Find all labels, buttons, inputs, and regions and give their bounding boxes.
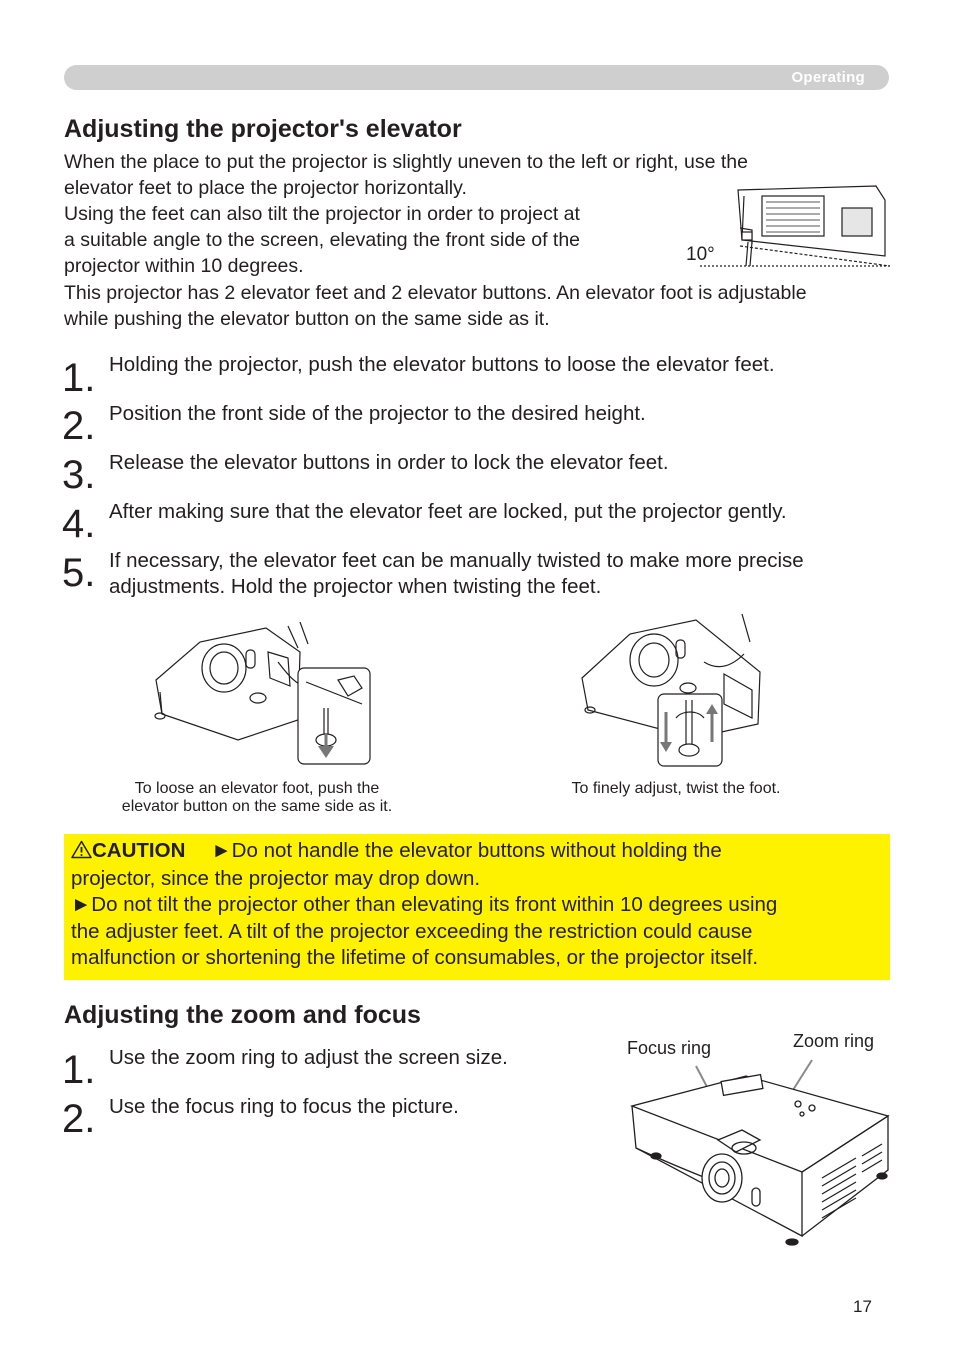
section-label: Operating xyxy=(791,69,865,86)
elevator-section-title: Adjusting the projector's elevator xyxy=(64,115,462,143)
step-number: 5. xyxy=(62,551,96,595)
caution-line: malfunction or shortening the lifetime of consumables, or the projector itself. xyxy=(71,945,759,969)
elevator-intro-line: elevator feet to place the projector horizontally. xyxy=(64,177,467,199)
elevator-intro-line: Using the feet can also tilt the projector in order to project at xyxy=(64,203,580,225)
caution-line: ►Do not tilt the projector other than elevating its front within 10 degrees using xyxy=(71,893,778,917)
elevator-intro-line: a suitable angle to the screen, elevating the front side of the xyxy=(64,229,581,251)
step-number: 1. xyxy=(62,1048,96,1092)
caution-text xyxy=(71,838,886,971)
zoom-ring-label: Zoom ring xyxy=(793,1031,875,1051)
caution-line: ►Do not handle the elevator buttons without holding the xyxy=(211,839,722,862)
zoom-section-title: Adjusting the zoom and focus xyxy=(64,1001,421,1029)
tilt-angle-label: 10° xyxy=(686,244,715,265)
figure-caption-line: To loose an elevator foot, push the xyxy=(134,780,380,797)
caution-line: projector, since the projector may drop down. xyxy=(71,867,481,891)
elevator-intro-line: while pushing the elevator button on the same side as it. xyxy=(64,308,550,330)
step-text: If necessary, the elevator feet can be manually twisted to make more precise xyxy=(109,549,804,572)
tilted-projector-illustration xyxy=(680,182,892,272)
elevator-intro-line: This projector has 2 elevator feet and 2 elevator buttons. An elevator foot is adjustable xyxy=(64,282,807,304)
figure-caption-line: To finely adjust, twist the foot. xyxy=(571,780,781,797)
caution-box xyxy=(64,834,890,980)
step-number: 4. xyxy=(62,502,96,546)
caution-first-line xyxy=(71,838,886,866)
caution-label: CAUTION xyxy=(92,839,186,862)
caution-line: the adjuster feet. A tilt of the projector exceeding the restriction could cause xyxy=(71,919,753,943)
step-text: Holding the projector, push the elevator buttons to loose the elevator feet. xyxy=(109,353,775,376)
focus-ring-label: Focus ring xyxy=(627,1038,712,1058)
elevator-intro-line: When the place to put the projector is slightly uneven to the left or right, use the xyxy=(64,151,748,173)
step-text: Use the zoom ring to adjust the screen size. xyxy=(109,1046,508,1069)
twist-foot-illustration xyxy=(574,614,774,770)
step-text: Use the focus ring to focus the picture. xyxy=(109,1095,459,1118)
step-number: 1. xyxy=(62,356,96,400)
step-number: 2. xyxy=(62,1097,96,1141)
projector-zoom-focus-illustration xyxy=(626,1058,894,1250)
step-number: 2. xyxy=(62,404,96,448)
step-number: 3. xyxy=(62,453,96,497)
step-text: adjustments. Hold the projector when twisting the feet. xyxy=(109,575,602,598)
figure-caption-line: elevator button on the same side as it. xyxy=(121,798,393,815)
push-elevator-button-illustration xyxy=(148,622,378,770)
step-text: Release the elevator buttons in order to lock the elevator feet. xyxy=(109,451,669,474)
step-text: Position the front side of the projector to the desired height. xyxy=(109,402,646,425)
section-header-bar xyxy=(64,65,889,90)
warning-triangle-icon xyxy=(71,840,92,866)
step-text: After making sure that the elevator feet are locked, put the projector gently. xyxy=(109,500,787,523)
elevator-intro-line: projector within 10 degrees. xyxy=(64,255,304,277)
page-number: 17 xyxy=(853,1297,872,1316)
